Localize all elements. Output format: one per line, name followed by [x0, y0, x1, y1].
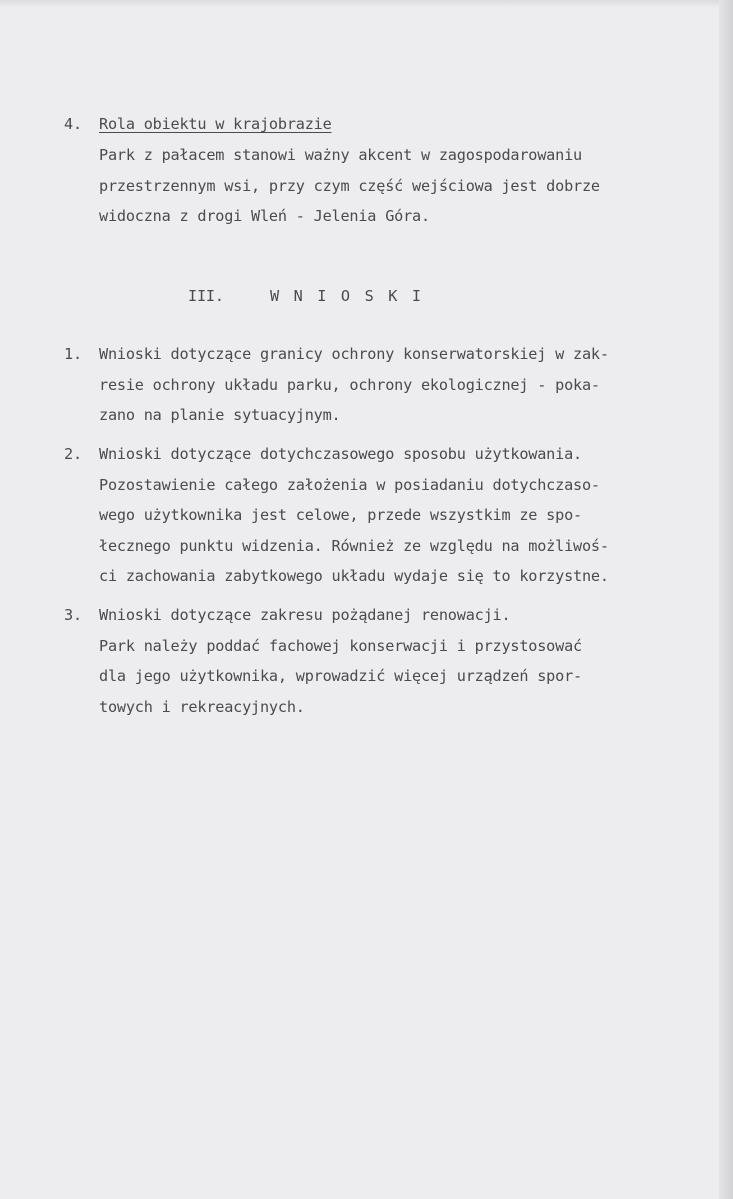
page-right-edge	[719, 0, 733, 1199]
item-2-line-1: Wnioski dotyczące dotychczasowego sposobu użytkowania.	[99, 445, 582, 463]
item-2-line-4: łecznego punktu widzenia. Również ze względu na możliwoś-	[99, 537, 609, 555]
page-top-shadow	[0, 0, 733, 8]
section-4-title: Rola obiektu w krajobrazie	[99, 115, 332, 133]
item-3-line-2: Park należy poddać fachowej konserwacji i przystosować	[99, 637, 582, 655]
section-4-number: 4.	[64, 115, 82, 133]
section-4-line-2: przestrzennym wsi, przy czym część wejściowa jest dobrze	[99, 177, 600, 195]
item-1-line-3: zano na planie sytuacyjnym.	[99, 406, 341, 424]
heading-title: WNIOSKI	[270, 287, 436, 305]
section-4-line-1: Park z pałacem stanowi ważny akcent w zagospodarowaniu	[99, 146, 582, 164]
item-1-line-2: resie ochrony układu parku, ochrony ekologicznej - poka-	[99, 376, 600, 394]
item-3-line-1: Wnioski dotyczące zakresu pożądanej renowacji.	[99, 606, 511, 624]
item-1-line-1: Wnioski dotyczące granicy ochrony konserwatorskiej w zak-	[99, 345, 609, 363]
item-1-number: 1.	[64, 345, 82, 363]
item-3-line-4: towych i rekreacyjnych.	[99, 698, 305, 716]
item-2-line-3: wego użytkownika jest celowe, przede wszystkim ze spo-	[99, 506, 582, 524]
item-3-number: 3.	[64, 606, 82, 624]
heading-roman-numeral: III.	[188, 287, 224, 305]
item-3-line-3: dla jego użytkownika, wprowadzić więcej urządzeń spor-	[99, 667, 582, 685]
item-2-number: 2.	[64, 445, 82, 463]
item-2-line-2: Pozostawienie całego założenia w posiadaniu dotychczaso-	[99, 476, 600, 494]
item-2-line-5: ci zachowania zabytkowego układu wydaje się to korzystne.	[99, 567, 609, 585]
section-4-line-3: widoczna z drogi Wleń - Jelenia Góra.	[99, 207, 430, 225]
